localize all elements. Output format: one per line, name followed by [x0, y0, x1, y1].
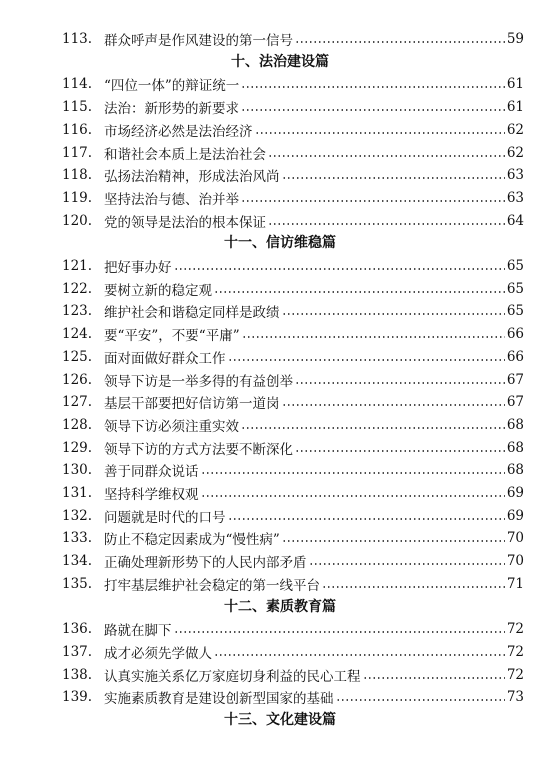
- entry-page-number: 68: [506, 439, 524, 456]
- entry-page-number: 68: [506, 462, 524, 479]
- entry-number: 138.: [62, 666, 93, 683]
- entry-title: 和谐社会本质上是法治社会: [104, 146, 266, 163]
- dot-leader: [282, 313, 505, 315]
- dot-leader: [322, 586, 505, 588]
- toc-entry[interactable]: [62, 482, 524, 504]
- dot-leader: [255, 132, 505, 134]
- entry-title: 基层干部要把好信访第一道岗: [104, 396, 280, 413]
- entry-number: 120.: [62, 212, 93, 229]
- toc-entry[interactable]: [62, 618, 524, 640]
- entry-number: 136.: [62, 621, 93, 638]
- entry-title: 面对面做好群众工作: [104, 350, 226, 367]
- toc-entry[interactable]: [62, 459, 524, 481]
- dot-leader: [242, 336, 505, 338]
- entry-page-number: 61: [506, 99, 524, 116]
- toc-entry[interactable]: [62, 664, 524, 686]
- entry-page-number: 64: [506, 212, 524, 229]
- entry-page-number: 72: [506, 621, 524, 638]
- entry-page-number: 72: [506, 643, 524, 660]
- entry-title: 党的领导是法治的根本保证: [104, 214, 266, 231]
- entry-page-number: 72: [506, 666, 524, 683]
- section-heading: 十三、文化建设篇: [224, 712, 336, 728]
- toc-entry[interactable]: [62, 391, 524, 413]
- entry-number: 135.: [62, 575, 93, 592]
- dot-leader: [201, 472, 505, 474]
- entry-title: 路就在脚下: [104, 623, 172, 640]
- toc-entry[interactable]: [62, 255, 524, 277]
- entry-page-number: 69: [506, 485, 524, 501]
- entry-title: 领导下访是一举多得的有益创举: [104, 373, 293, 390]
- entry-title: 市场经济必然是法治经济: [104, 123, 253, 140]
- toc-entry[interactable]: [62, 414, 524, 436]
- entry-number: 122.: [62, 280, 93, 297]
- entry-title: 把好事办好: [104, 260, 172, 276]
- toc-entry[interactable]: [62, 119, 524, 141]
- dot-leader: [309, 563, 505, 565]
- dot-leader: [241, 427, 505, 429]
- section-heading: 十一、信访维稳篇: [224, 235, 336, 252]
- dot-leader: [241, 200, 505, 202]
- toc-entry[interactable]: [62, 187, 524, 209]
- dot-leader: [214, 654, 505, 656]
- toc-entry[interactable]: [62, 210, 524, 232]
- entry-number: 123.: [62, 303, 93, 320]
- entry-title: 要树立新的稳定观: [104, 282, 212, 299]
- entry-number: 128.: [62, 416, 93, 433]
- dot-leader: [363, 677, 505, 679]
- entry-number: 113.: [62, 31, 93, 47]
- entry-title: 弘扬法治精神，形成法治风尚: [104, 169, 280, 186]
- entry-number: 118.: [62, 167, 93, 184]
- toc-entry[interactable]: [62, 142, 524, 164]
- dot-leader: [241, 86, 505, 88]
- toc-entry[interactable]: [62, 527, 524, 549]
- dot-leader: [282, 404, 505, 406]
- entry-number: 129.: [62, 439, 93, 456]
- entry-title: 善于同群众说话: [104, 464, 199, 481]
- toc-entry[interactable]: [62, 686, 524, 708]
- entry-page-number: 70: [506, 553, 524, 570]
- entry-page-number: 59: [506, 31, 524, 47]
- entry-title: 维护社会和谐稳定同样是政绩: [104, 305, 280, 322]
- toc-entry[interactable]: [62, 437, 524, 459]
- entry-number: 117.: [62, 144, 93, 161]
- section-heading: 十二、素质教育篇: [224, 598, 336, 615]
- entry-title: 要“平安”，不要“平庸”: [104, 328, 240, 345]
- toc-entry[interactable]: [62, 300, 524, 322]
- dot-leader: [282, 177, 505, 179]
- entry-page-number: 73: [506, 689, 524, 706]
- dot-leader: [295, 41, 505, 43]
- entry-title: 打牢基层维护社会稳定的第一线平台: [104, 577, 320, 594]
- toc-entry[interactable]: [62, 505, 524, 527]
- dot-leader: [295, 382, 505, 384]
- entry-number: 133.: [62, 530, 93, 547]
- entry-title: 防止不稳定因素成为“慢性病”: [104, 532, 280, 549]
- entry-page-number: 61: [506, 76, 524, 93]
- dot-leader: [295, 450, 505, 452]
- entry-page-number: 70: [506, 530, 524, 547]
- section-heading: 十、法治建设篇: [231, 53, 329, 70]
- entry-title: 成才必须先学做人: [104, 645, 212, 662]
- toc-entry[interactable]: [62, 28, 524, 50]
- entry-number: 124.: [62, 326, 93, 343]
- entry-page-number: 65: [506, 258, 524, 274]
- entry-page-number: 62: [506, 121, 524, 138]
- entry-page-number: 63: [506, 189, 524, 206]
- dot-leader: [282, 540, 505, 542]
- entry-number: 127.: [62, 394, 93, 411]
- entry-title: 领导下访的方式方法要不断深化: [104, 441, 293, 458]
- entry-title: 坚持法治与德、治并举: [104, 191, 239, 208]
- entry-page-number: 65: [506, 280, 524, 297]
- entry-number: 132.: [62, 507, 93, 524]
- dot-leader: [268, 223, 505, 225]
- entry-title: 实施素质教育是建设创新型国家的基础: [104, 691, 334, 708]
- entry-title: 群众呼声是作风建设的第一信号: [104, 33, 293, 49]
- toc-entry[interactable]: [62, 73, 524, 95]
- entry-number: 134.: [62, 553, 93, 570]
- entry-title: 坚持科学维权观: [104, 487, 199, 503]
- entry-number: 115.: [62, 99, 93, 116]
- entry-number: 121.: [62, 258, 93, 274]
- toc-entry[interactable]: [62, 346, 524, 368]
- entry-number: 130.: [62, 462, 93, 479]
- dot-leader: [174, 631, 505, 633]
- entry-number: 116.: [62, 121, 93, 138]
- entry-title: 认真实施关系亿万家庭切身利益的民心工程: [104, 668, 361, 685]
- entry-page-number: 71: [506, 575, 524, 592]
- dot-leader: [174, 268, 505, 270]
- entry-number: 114.: [62, 76, 93, 93]
- toc-entry[interactable]: [62, 369, 524, 391]
- entry-number: 131.: [62, 485, 93, 501]
- entry-number: 119.: [62, 189, 93, 206]
- entry-page-number: 69: [506, 507, 524, 524]
- dot-leader: [228, 359, 505, 361]
- dot-leader: [268, 155, 505, 157]
- dot-leader: [336, 699, 505, 701]
- entry-number: 137.: [62, 643, 93, 660]
- entry-page-number: 66: [506, 348, 524, 365]
- entry-page-number: 67: [506, 394, 524, 411]
- toc-entry[interactable]: [62, 550, 524, 572]
- entry-page-number: 63: [506, 167, 524, 184]
- entry-title: 问题就是时代的口号: [104, 509, 226, 526]
- toc-entry[interactable]: [62, 96, 524, 118]
- dot-leader: [201, 495, 505, 497]
- entry-number: 139.: [62, 689, 93, 706]
- toc-entry[interactable]: [62, 164, 524, 186]
- entry-page-number: 66: [506, 326, 524, 343]
- dot-leader: [228, 518, 505, 520]
- entry-page-number: 67: [506, 371, 524, 388]
- entry-number: 125.: [62, 348, 93, 365]
- toc-entry[interactable]: [62, 573, 524, 595]
- entry-page-number: 65: [506, 303, 524, 320]
- toc-entry[interactable]: [62, 278, 524, 300]
- entry-title: 法治：新形势的新要求: [104, 101, 239, 118]
- entry-page-number: 68: [506, 416, 524, 433]
- entry-page-number: 62: [506, 144, 524, 161]
- dot-leader: [241, 109, 505, 111]
- entry-title: “四位一体”的辩证统一: [104, 78, 240, 95]
- dot-leader: [214, 291, 505, 293]
- entry-title: 领导下访必须注重实效: [104, 418, 239, 435]
- entry-title: 正确处理新形势下的人民内部矛盾: [104, 555, 307, 572]
- entry-number: 126.: [62, 371, 93, 388]
- toc-entry[interactable]: [62, 641, 524, 663]
- toc-entry[interactable]: [62, 323, 524, 345]
